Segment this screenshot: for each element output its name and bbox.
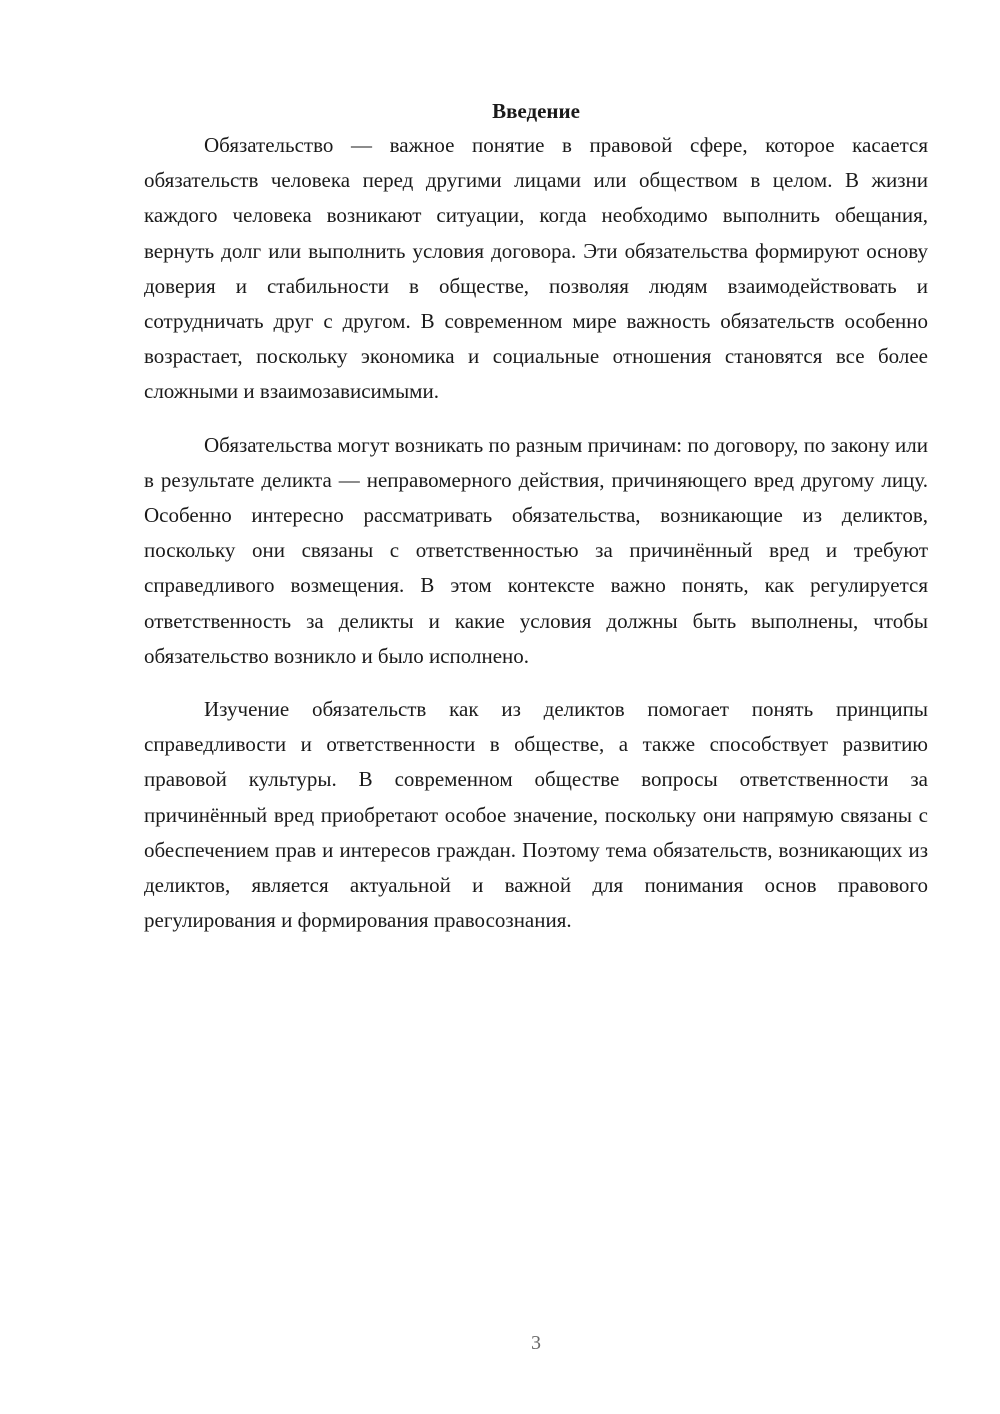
page-content <box>144 96 928 938</box>
paragraph-3: Изучение обязательств как из деликтов помогает понять принципы справедливости и ответственности в обществе, а также способствует развитию правовой культуры. В современном обществе вопросы ответственности за причинённый вред приобретают особое значение, поскольку они напрямую связаны с обеспечением прав и интересов граждан. Поэтому тема обязательств, возникающих из деликтов, является актуальной и важной для понимания основ правового регулирования и формирования правосознания. <box>144 697 928 933</box>
section-title: Введение <box>492 99 580 123</box>
paragraph-1: Обязательство — важное понятие в правовой сфере, которое касается обязательств человека перед другими лицами или обществом в целом. В жизни каждого человека возникают ситуации, когда необходимо выполнить обещания, вернуть долг или выполнить условия договора. Эти обязательства формируют основу доверия и стабильности в обществе, позволяя людям взаимодействовать и сотрудничать друг с другом. В современном мире важность обязательств особенно возрастает, поскольку экономика и социальные отношения становятся все более сложными и взаимозависимыми. <box>144 133 928 404</box>
paragraph-2: Обязательства могут возникать по разным причинам: по договору, по закону или в результате деликта — неправомерного действия, причиняющего вред другому лицу. Особенно интересно рассматривать обязательства, возникающие из деликтов, поскольку они связаны с ответственностью за причинённый вред и требуют справедливого возмещения. В этом контексте важно понять, как регулируется ответственность за деликты и какие условия должны быть выполнены, чтобы обязательство возникло и было исполнено. <box>144 432 928 668</box>
page-number: 3 <box>531 1332 541 1354</box>
